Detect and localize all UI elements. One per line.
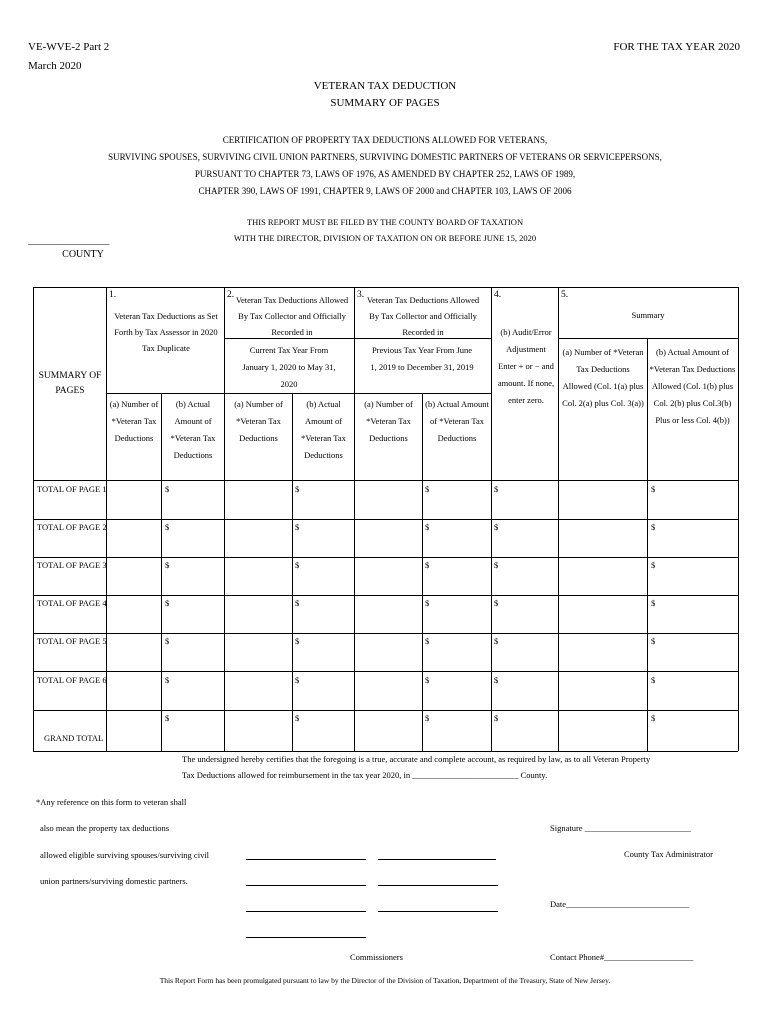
footnote-line-3: allowed eligible surviving spouses/surviving civil bbox=[40, 850, 210, 860]
footer-note: This Report Form has been promulgated pursuant to law by the Director of the Division of Taxation, Department of the Treasury, State of New Jersey. bbox=[159, 976, 611, 985]
footnote-line-4: union partners/surviving domestic partners. bbox=[40, 876, 188, 886]
dollar-sign: $ bbox=[651, 560, 656, 570]
dollar-sign: $ bbox=[494, 598, 499, 608]
col3b-header: (b) Actual Amount of *Veteran Tax Deductions bbox=[425, 399, 489, 443]
col2b-header: (b) Actual Amount of *Veteran Tax Deductions bbox=[301, 399, 346, 460]
dollar-sign: $ bbox=[165, 560, 170, 570]
dollar-sign: $ bbox=[165, 713, 170, 723]
col2-number: 2. bbox=[227, 290, 235, 300]
tax-year: FOR THE TAX YEAR 2020 bbox=[613, 41, 740, 53]
commissioners-label: Commissioners bbox=[350, 952, 403, 962]
grand-total-label: GRAND TOTAL bbox=[44, 733, 104, 743]
dollar-sign: $ bbox=[494, 675, 499, 685]
dollar-sign: $ bbox=[494, 713, 499, 723]
col1-number: 1. bbox=[109, 290, 117, 300]
form-date: March 2020 bbox=[28, 60, 82, 72]
dollar-sign: $ bbox=[295, 484, 300, 494]
dollar-sign: $ bbox=[295, 713, 300, 723]
row-label: TOTAL OF PAGE 2 bbox=[37, 522, 107, 532]
dollar-sign: $ bbox=[425, 598, 430, 608]
dollar-sign: $ bbox=[425, 560, 430, 570]
commissioner-line[interactable] bbox=[378, 885, 498, 886]
col3-number: 3. bbox=[357, 290, 365, 300]
dollar-sign: $ bbox=[425, 636, 430, 646]
row-label: TOTAL OF PAGE 6 bbox=[37, 675, 107, 685]
col2-title: Veteran Tax Deductions Allowed By Tax Collector and Officially Recorded in bbox=[235, 295, 349, 337]
cert-heading-2: SURVIVING SPOUSES, SURVIVING CIVIL UNION PARTNERS, SURVIVING DOMESTIC PARTNERS OF VETERANS OR SERVICEPERSONS, bbox=[108, 152, 662, 162]
commissioner-line[interactable] bbox=[378, 911, 498, 912]
report-note-2: WITH THE DIRECTOR, DIVISION OF TAXATION ON OR BEFORE JUNE 15, 2020 bbox=[233, 233, 537, 243]
col2-period: Current Tax Year From January 1, 2020 to May 31, 2020 bbox=[242, 345, 336, 389]
report-note-1: THIS REPORT MUST BE FILED BY THE COUNTY BOARD OF TAXATION bbox=[246, 217, 524, 227]
col5-number: 5. bbox=[561, 290, 569, 300]
county-field[interactable]: _______________________ bbox=[28, 236, 109, 246]
col4b-header: (b) Audit/Error Adjustment Enter + or − and amount. If none, enter zero. bbox=[497, 327, 555, 405]
title-1: VETERAN TAX DEDUCTION bbox=[313, 80, 457, 92]
dollar-sign: $ bbox=[651, 484, 656, 494]
summary-of-pages-label: SUMMARY OF PAGES bbox=[38, 371, 102, 396]
cert-heading-4: CHAPTER 390, LAWS OF 1991, CHAPTER 9, LAWS OF 2000 and CHAPTER 103, LAWS OF 2006 bbox=[198, 186, 572, 196]
commissioner-line[interactable] bbox=[246, 911, 366, 912]
dollar-sign: $ bbox=[295, 522, 300, 532]
dollar-sign: $ bbox=[295, 675, 300, 685]
certification-line-1: The undersigned hereby certifies that the foregoing is a true, accurate and complete account, as required by law, as to all Veteran Property bbox=[182, 754, 651, 764]
col5-title: Summary bbox=[631, 310, 665, 320]
col1-title: Veteran Tax Deductions as Set Forth by Tax Assessor in 2020 Tax Duplicate bbox=[114, 311, 218, 353]
title-2: SUMMARY OF PAGES bbox=[330, 97, 440, 109]
dollar-sign: $ bbox=[425, 675, 430, 685]
dollar-sign: $ bbox=[651, 636, 656, 646]
dollar-sign: $ bbox=[494, 560, 499, 570]
county-label: COUNTY bbox=[62, 249, 104, 260]
dollar-sign: $ bbox=[425, 522, 430, 532]
col5b-header: (b) Actual Amount of *Veteran Tax Deductions Allowed (Col. 1(b) plus Col. 2(b) plus Col.3(b) Plus or less Col. 4(b)) bbox=[649, 347, 736, 425]
col2a-header: (a) Number of *Veteran Tax Deductions bbox=[234, 399, 283, 443]
commissioner-line[interactable] bbox=[246, 859, 366, 860]
dollar-sign: $ bbox=[165, 484, 170, 494]
dollar-sign: $ bbox=[494, 522, 499, 532]
dollar-sign: $ bbox=[651, 598, 656, 608]
contact-phone-field[interactable]: Contact Phone#_____________________ bbox=[550, 952, 694, 962]
col1b-header: (b) Actual Amount of *Veteran Tax Deductions bbox=[170, 399, 216, 460]
dollar-sign: $ bbox=[425, 484, 430, 494]
col3-title: Veteran Tax Deductions Allowed By Tax Collector and Officially Recorded in bbox=[366, 295, 480, 337]
form-id: VE-WVE-2 Part 2 bbox=[28, 41, 110, 53]
date-field[interactable]: Date_____________________________ bbox=[550, 899, 690, 909]
dollar-sign: $ bbox=[165, 636, 170, 646]
cert-heading-3: PURSUANT TO CHAPTER 73, LAWS OF 1976, AS AMENDED BY CHAPTER 252, LAWS OF 1989, bbox=[194, 169, 576, 179]
certification-line-2: Tax Deductions allowed for reimbursement in the tax year 2020, in _________________________ County. bbox=[182, 770, 548, 780]
commissioner-line[interactable] bbox=[246, 885, 366, 886]
commissioner-line[interactable] bbox=[378, 859, 496, 860]
row-label: TOTAL OF PAGE 5 bbox=[37, 636, 107, 646]
col4-number: 4. bbox=[494, 290, 502, 300]
dollar-sign: $ bbox=[295, 636, 300, 646]
col5a-header: (a) Number of *Veteran Tax Deductions Allowed (Col. 1(a) plus Col. 2(a) plus Col. 3(a)) bbox=[562, 347, 644, 408]
col3-period: Previous Tax Year From June 1, 2019 to December 31, 2019 bbox=[370, 345, 474, 372]
dollar-sign: $ bbox=[425, 713, 430, 723]
dollar-sign: $ bbox=[651, 522, 656, 532]
row-label: TOTAL OF PAGE 1 bbox=[37, 484, 107, 494]
cert-heading-1: CERTIFICATION OF PROPERTY TAX DEDUCTIONS ALLOWED FOR VETERANS, bbox=[222, 135, 548, 145]
col1a-header: (a) Number of *Veteran Tax Deductions bbox=[109, 399, 159, 443]
dollar-sign: $ bbox=[165, 598, 170, 608]
admin-label: County Tax Administrator bbox=[624, 849, 713, 859]
dollar-sign: $ bbox=[165, 522, 170, 532]
dollar-sign: $ bbox=[651, 675, 656, 685]
row-label: TOTAL OF PAGE 3 bbox=[37, 560, 107, 570]
row-label: TOTAL OF PAGE 4 bbox=[37, 598, 107, 608]
col3a-header: (a) Number of *Veteran Tax Deductions bbox=[364, 399, 413, 443]
dollar-sign: $ bbox=[295, 560, 300, 570]
dollar-sign: $ bbox=[651, 713, 656, 723]
dollar-sign: $ bbox=[494, 636, 499, 646]
footnote-line-1: *Any reference on this form to veteran shall bbox=[36, 797, 187, 807]
dollar-sign: $ bbox=[494, 484, 499, 494]
dollar-sign: $ bbox=[295, 598, 300, 608]
commissioner-line[interactable] bbox=[246, 937, 366, 938]
signature-field[interactable]: Signature _________________________ bbox=[550, 823, 691, 833]
dollar-sign: $ bbox=[165, 675, 170, 685]
footnote-line-2: also mean the property tax deductions bbox=[40, 823, 170, 833]
